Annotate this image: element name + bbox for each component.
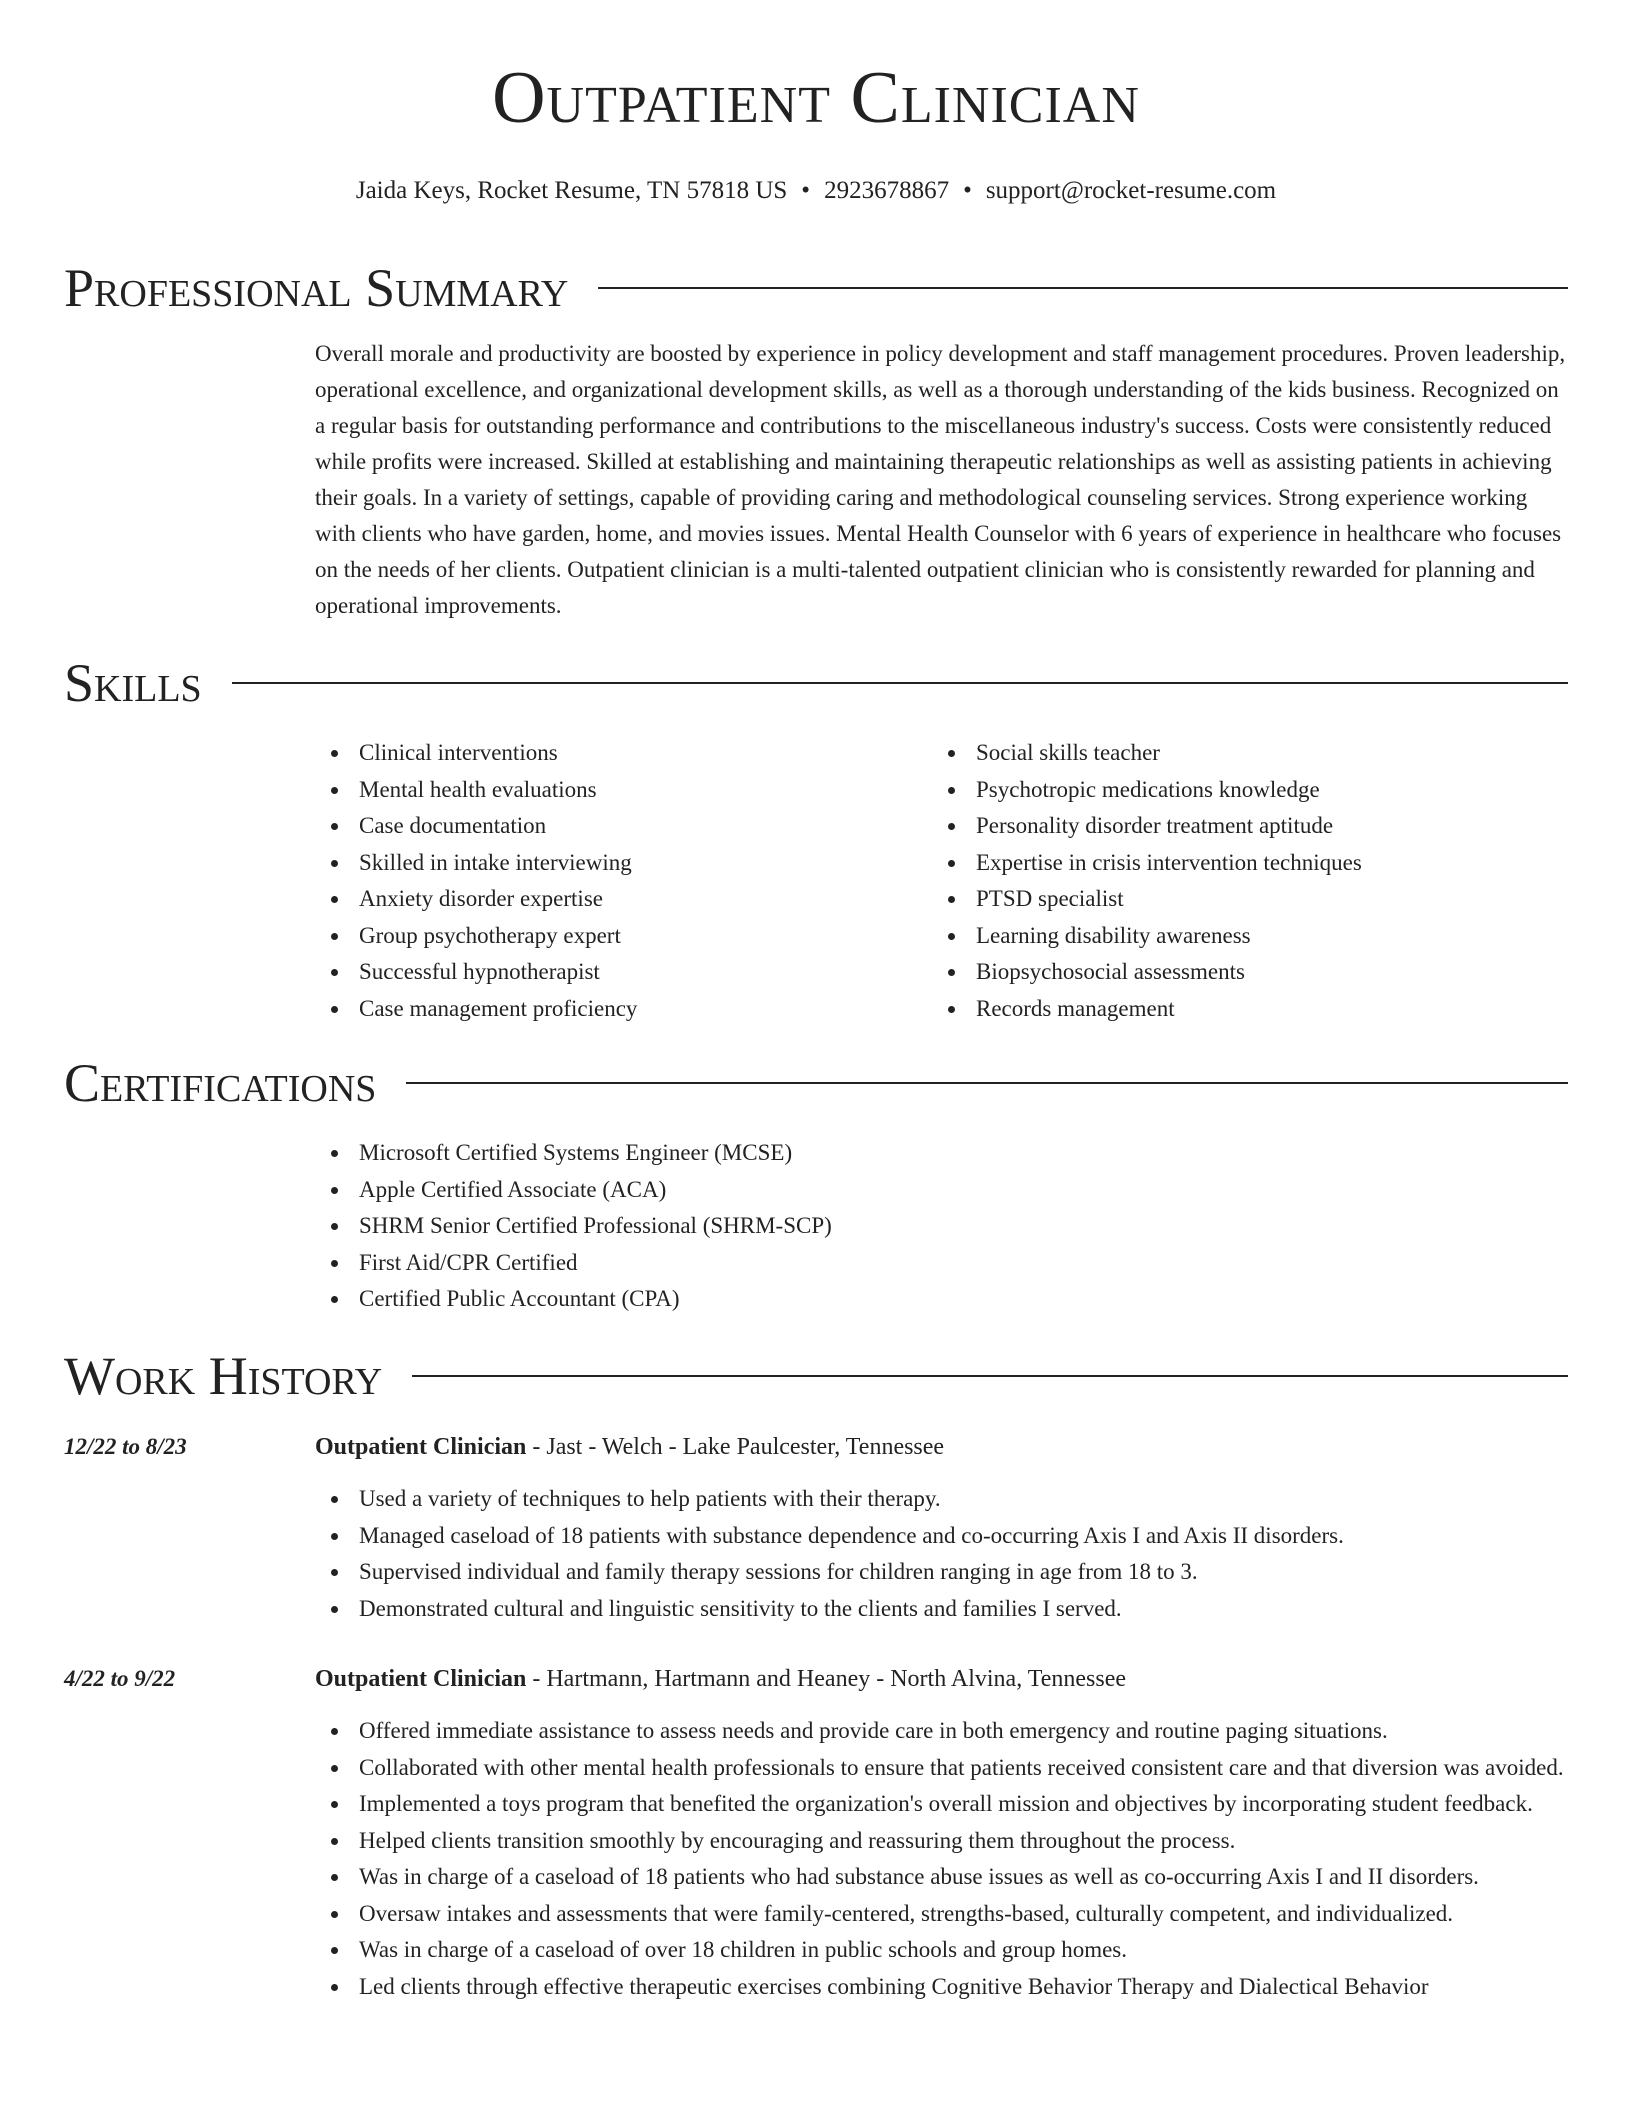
- list-item: Implemented a toys program that benefited the organization's overall mission and objectives by incorporating student feedback.: [315, 1786, 1568, 1823]
- contact-address: Jaida Keys, Rocket Resume, TN 57818 US: [355, 177, 788, 204]
- list-item: Was in charge of a caseload of 18 patients who had substance abuse issues as well as co-occurring Axis I and II disorders.: [315, 1859, 1568, 1896]
- list-item: Expertise in crisis intervention techniques: [932, 845, 1512, 882]
- certifications-list: [315, 1135, 1568, 1318]
- list-item: Records management: [932, 991, 1512, 1028]
- job-title: Outpatient Clinician: [315, 1666, 527, 1692]
- contact-line: [0, 175, 1632, 207]
- contact-phone: 2923678867: [824, 177, 950, 204]
- job-bullet-list: [315, 1481, 1568, 1627]
- list-item: Skilled in intake interviewing: [315, 845, 895, 882]
- list-item: SHRM Senior Certified Professional (SHRM-SCP): [315, 1208, 1568, 1245]
- section-divider: [406, 1082, 1568, 1084]
- list-item: Group psychotherapy expert: [315, 918, 895, 955]
- summary-section-header: [64, 258, 1568, 318]
- list-item: Anxiety disorder expertise: [315, 881, 895, 918]
- list-item: Offered immediate assistance to assess needs and provide care in both emergency and routine paging situations.: [315, 1713, 1568, 1750]
- job-dates: 4/22 to 9/22: [64, 1666, 176, 1691]
- work-section-header: [64, 1346, 1568, 1406]
- list-item: Psychotropic medications knowledge: [932, 772, 1512, 809]
- skills-right-items: [932, 735, 1512, 1027]
- list-item: Collaborated with other mental health professionals to ensure that patients received consistent care and that diversion was avoided.: [315, 1750, 1568, 1787]
- job-employer: - Hartmann, Hartmann and Heaney - North Alvina, Tennessee: [526, 1666, 1127, 1692]
- list-item: Managed caseload of 18 patients with substance dependence and co-occurring Axis I and Axis II disorders.: [315, 1518, 1568, 1555]
- job-heading: [315, 1431, 1568, 1463]
- list-item: Oversaw intakes and assessments that were family-centered, strengths-based, culturally competent, and individualized.: [315, 1896, 1568, 1933]
- summary-section-title: Professional Summary: [64, 258, 569, 318]
- list-item: Case management proficiency: [315, 991, 895, 1028]
- list-item: Social skills teacher: [932, 735, 1512, 772]
- summary-text: Overall morale and productivity are boosted by experience in policy development and staff management procedures. Proven leadership, operational excellence, and organizational development skills, as well as a thorough understanding of the kids business. Recognized on a regular basis for outstanding performance and contributions to the miscellaneous industry's success. Costs were consistently reduced while profits were increased. Skilled at establishing and maintaining therapeutic relationships as well as assisting patients in achieving their goals. In a variety of settings, capable of providing caring and methodological counseling services. Strong experience working with clients who have garden, home, and movies issues. Mental Health Counselor with 6 years of experience in healthcare who focuses on the needs of her clients. Outpatient clinician is a multi-talented outpatient clinician who is consistently rewarded for planning and operational improvements.: [315, 341, 1566, 618]
- job-title: Outpatient Clinician: [315, 1434, 527, 1460]
- job-bullets: [315, 1481, 1568, 1627]
- section-divider: [232, 682, 1568, 684]
- job-heading: [315, 1663, 1568, 1695]
- work-section-title: Work History: [64, 1346, 383, 1406]
- list-item: Biopsychosocial assessments: [932, 954, 1512, 991]
- list-item: First Aid/CPR Certified: [315, 1245, 1568, 1282]
- list-item: Certified Public Accountant (CPA): [315, 1281, 1568, 1318]
- list-item: Microsoft Certified Systems Engineer (MCSE): [315, 1135, 1568, 1172]
- certifications-items: [315, 1135, 1568, 1318]
- contact-separator: •: [801, 177, 811, 204]
- list-item: Led clients through effective therapeutic exercises combining Cognitive Behavior Therapy and Dialectical Behavior: [315, 1969, 1568, 2006]
- list-item: Demonstrated cultural and linguistic sensitivity to the clients and families I served.: [315, 1591, 1568, 1628]
- list-item: Clinical interventions: [315, 735, 895, 772]
- job-bullet-list: [315, 1713, 1568, 2005]
- contact-separator: •: [963, 177, 972, 204]
- resume-name-title: Outpatient Clinician: [492, 57, 1140, 139]
- list-item: PTSD specialist: [932, 881, 1512, 918]
- list-item: Personality disorder treatment aptitude: [932, 808, 1512, 845]
- list-item: Helped clients transition smoothly by encouraging and reassuring them throughout the process.: [315, 1823, 1568, 1860]
- list-item: Supervised individual and family therapy sessions for children ranging in age from 18 to 3.: [315, 1554, 1568, 1591]
- list-item: Used a variety of techniques to help patients with their therapy.: [315, 1481, 1568, 1518]
- job-bullets: [315, 1713, 1568, 2005]
- certifications-section-title: Certifications: [64, 1053, 377, 1113]
- contact-email[interactable]: support@rocket-resume.com: [985, 177, 1277, 204]
- list-item: Successful hypnotherapist: [315, 954, 895, 991]
- skills-section-title: Skills: [64, 653, 202, 713]
- list-item: Apple Certified Associate (ACA): [315, 1172, 1568, 1209]
- skills-left-items: [315, 735, 895, 1027]
- skills-section-header: [64, 653, 1568, 713]
- skills-list-left: [315, 735, 895, 1027]
- certifications-section-header: [64, 1053, 1568, 1113]
- list-item: Learning disability awareness: [932, 918, 1512, 955]
- job-dates: 12/22 to 8/23: [64, 1434, 187, 1459]
- job-employer: - Jast - Welch - Lake Paulcester, Tennessee: [526, 1434, 945, 1460]
- skills-list-right: [932, 735, 1512, 1027]
- list-item: Was in charge of a caseload of over 18 children in public schools and group homes.: [315, 1932, 1568, 1969]
- list-item: Case documentation: [315, 808, 895, 845]
- section-divider: [412, 1375, 1568, 1377]
- section-divider: [598, 287, 1568, 289]
- list-item: Mental health evaluations: [315, 772, 895, 809]
